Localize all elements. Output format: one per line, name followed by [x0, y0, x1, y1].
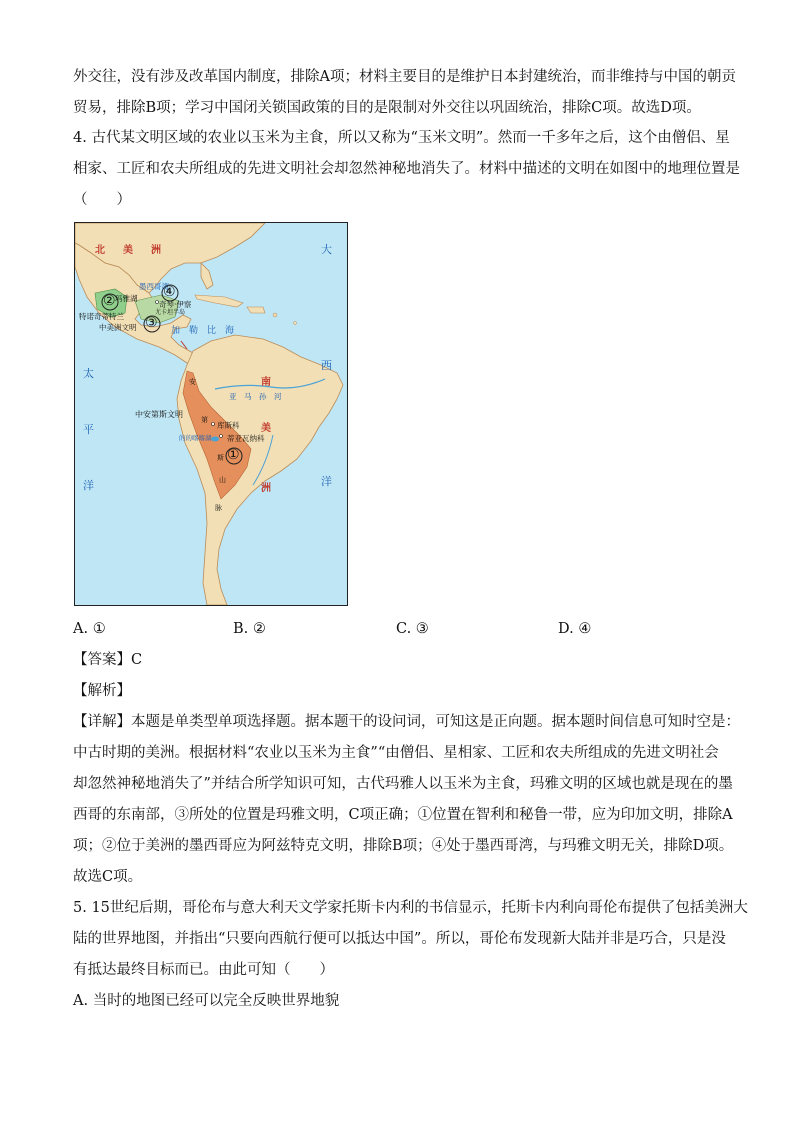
text-line: （ ）: [73, 192, 131, 208]
analysis-label: 【解析】: [73, 683, 131, 699]
label-pacific-2: 平: [83, 423, 94, 436]
marker-1: ①: [227, 447, 240, 463]
label-tenochtitlan: 特诺奇蒂特兰: [79, 312, 124, 321]
map-graphic: [75, 223, 347, 605]
south-america-landmass: [177, 335, 343, 605]
label-yucatan: 尤卡坦半岛: [155, 309, 186, 316]
florida: [201, 263, 213, 289]
marker-3: ③: [145, 315, 158, 331]
text-line: 相家、工匠和农夫所组成的先进文明社会却忽然神秘地消失了。材料中描述的文明在如图中的地理位置是: [73, 161, 740, 177]
text-line: 有抵达最终目标而已。由此可知（ ）: [73, 962, 334, 978]
label-andes-2: 第: [201, 416, 208, 424]
label-caribbean-sea: 加 勒 比 海: [171, 326, 235, 336]
text-line: 陆的世界地图，并指出“只要向西航行便可以抵达中国”。所以，哥伦布发现新大陆并非是巧合，只是没: [73, 931, 726, 947]
question-5-stem: 5. 15世纪后期，哥伦布与意大利天文学家托斯卡内利的书信显示，托斯卡内利向哥伦布提供了包括美洲大: [73, 900, 748, 916]
label-andes-4: 山: [219, 476, 226, 484]
label-tiwanaku: 蒂亚瓦纳科: [227, 434, 265, 443]
text-line: 贸易，排除B项；学习中国闭关锁国政策的目的是限制对外交往以巩固统治，排除C项。故选D项。: [73, 100, 701, 116]
label-pacific-1: 太: [83, 367, 94, 380]
cuba: [195, 295, 243, 307]
label-lake-titicaca: 的的喀喀湖: [179, 434, 212, 442]
label-pacific-3: 洋: [83, 479, 94, 492]
label-cusco: 库斯科: [217, 421, 240, 430]
option-b: B. ②: [233, 621, 266, 637]
label-andes-5: 脉: [215, 504, 222, 512]
label-amazon: 亚 马 孙 河: [229, 392, 282, 401]
label-andes-3: 斯: [217, 454, 224, 462]
question-4-stem: 4. 古代某文明区域的农业以玉米为主食，所以又称为“玉米文明”。然而一千多年之后，这个由僧侣、星: [73, 130, 730, 146]
hispaniola: [247, 307, 265, 313]
q5-option-a: A. 当时的地图已经可以完全反映世界地貌: [73, 993, 340, 1009]
label-gulf-of-mexico: 墨西哥湾: [139, 282, 169, 291]
label-atlantic-2: 西: [321, 359, 332, 372]
analysis-line: 西哥的东南部，③所处的位置是玛雅文明，C项正确；①位置在智利和秘鲁一带，应为印加文明，排除A: [73, 807, 733, 823]
analysis-line: 中古时期的美洲。根据材料“农业以玉米为主食”“由僧侣、星相家、工匠和农夫所组成的先进文明社会: [73, 745, 719, 761]
analysis-line: 却忽然神秘地消失了”并结合所学知识可知，古代玛雅人以玉米为主食，玛雅文明的区域也就是现在的墨: [73, 776, 733, 792]
label-andes-civ: 中安第斯文明: [135, 410, 183, 419]
lake-titicaca: [211, 437, 219, 442]
label-chichen-itza: 奇琴·伊察: [159, 300, 192, 309]
analysis-line: 【详解】本题是单类型单项选择题。据本题干的设问词，可知这是正向题。据本题时间信息可知时空是：: [73, 714, 740, 730]
answer-label: 【答案】C: [73, 652, 143, 668]
analysis-line: 故选C项。: [73, 869, 143, 885]
label-andes-1: 安: [189, 378, 196, 386]
label-south: 南: [261, 377, 275, 388]
option-a: A. ①: [73, 621, 106, 637]
label-atlantic-3: 洋: [321, 475, 332, 488]
analysis-line: 项；②位于美洲的墨西哥应为阿兹特克文明，排除B项；④处于墨西哥湾，与玛雅文明无关，排除D项。: [73, 838, 734, 854]
label-maya-lake: 玛雅湖: [115, 294, 138, 303]
americas-map: [74, 222, 348, 606]
marker-2: ②: [103, 293, 116, 309]
label-atlantic-1: 大: [321, 243, 332, 256]
marker-4: ④: [163, 284, 176, 300]
label-north-america: 北 美 洲: [95, 245, 165, 256]
label-america-1: 美: [261, 423, 275, 434]
label-mesoamerican-civ: 中美洲文明: [99, 323, 137, 332]
option-c: C. ③: [396, 621, 429, 637]
label-america-2: 洲: [261, 483, 275, 494]
text-line: 外交往，没有涉及改革国内制度，排除A项；材料主要目的是维护日本封建统治，而非维持与中国的朝贡: [73, 69, 736, 85]
option-d: D. ④: [558, 621, 592, 637]
